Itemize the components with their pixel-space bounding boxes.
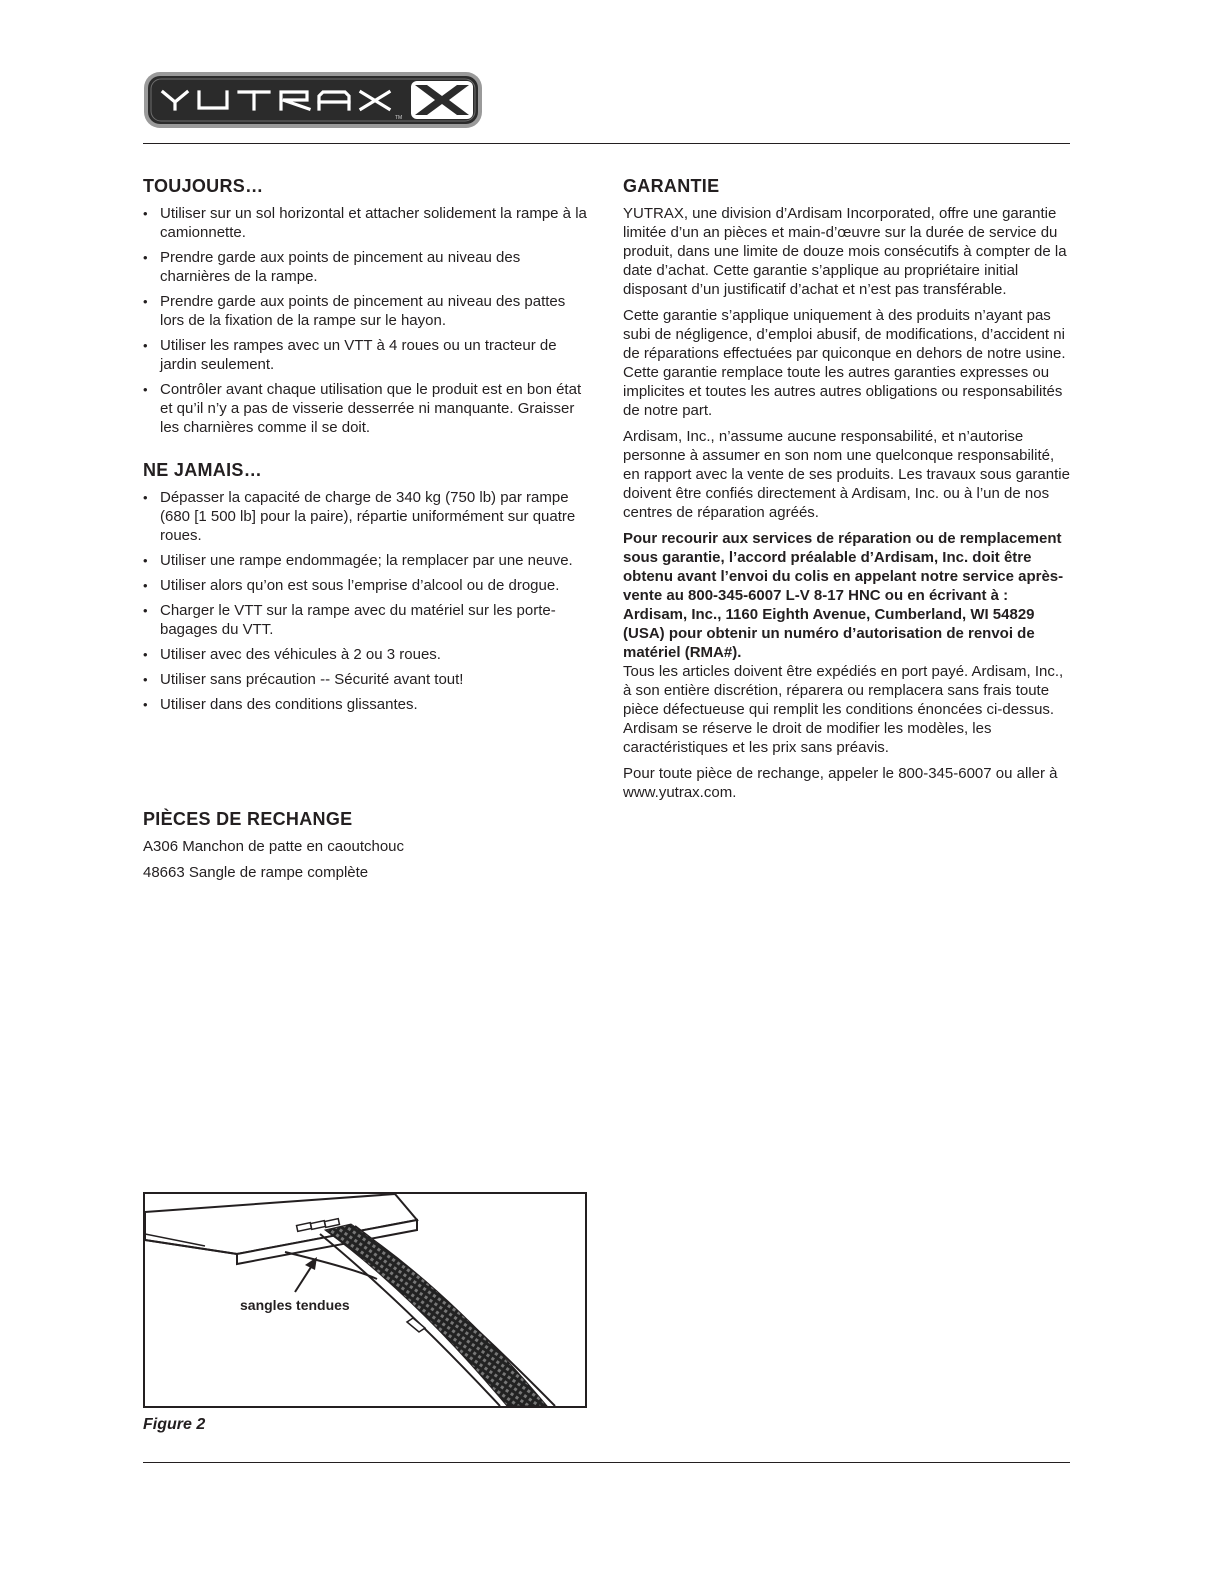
part-line: A306 Manchon de patte en caoutchouc [143,838,405,855]
ne-jamais-list [143,488,593,714]
svg-text:TM: TM [395,115,403,121]
svg-text:YUTRAX: YUTRAX [143,71,148,72]
garantie-heading: GARANTIE [623,176,720,196]
garantie-contact-bold: Pour recourir aux services de réparation ou de remplacement sous garantie, l’accord préalable d’Ardisam, Inc. doit être obtenu avant l’envoi du colis en appelant notre service après-vente au 800-345-6007 L-V 8-17 HNC ou en écrivant à : Ardisam, Inc., 1160 Eighth Avenue, Cumberland, WI 54829 (USA) pour obtenir un numéro d’autorisation de renvoi de matériel (RMA#). [623,530,1064,661]
list-item: • Utiliser une rampe endommagée; la remplacer par une neuve. [143,551,593,570]
list-item: • Utiliser sur un sol horizontal et attacher solidement la rampe à la camionnette. [143,204,593,242]
list-item: • Utiliser alors qu’on est sous l’emprise d’alcool ou de drogue. [143,576,593,595]
list-item: • Contrôler avant chaque utilisation que le produit est en bon état et qu’il n’y a pas de visserie desserrée ni manquante. Graisser les charnières comme il se doit. [143,380,593,437]
right-column [623,174,1070,809]
footer-rule [143,1462,1070,1463]
list-item: • Dépasser la capacité de charge de 340 kg (750 lb) par rampe (680 [1 500 lb] pour la paire), répartie uniformément sur quatre roues. [143,488,593,545]
pieces-heading: PIÈCES DE RECHANGE [143,809,353,829]
yutrax-logo [143,71,483,129]
part-line: 48663 Sangle de rampe complète [143,864,369,881]
toujours-heading: TOUJOURS… [143,176,264,196]
list-item: • Utiliser sans précaution -- Sécurité avant tout! [143,670,593,689]
figure-2-illustration [143,1192,587,1408]
figure-caption: Figure 2 [143,1416,206,1433]
list-item: • Utiliser dans des conditions glissantes. [143,695,593,714]
left-column [143,174,593,720]
garantie-paragraph: Cette garantie s’applique uniquement à des produits n’ayant pas subi de négligence, d’emploi abusif, de modifications, d’accident ni de réparations effectuées par quiconque en dehors de notre usine. Cette garantie remplace toute les autres garanties expresses ou implicites et toutes les autres autres obligations ou responsabilités de notre part. [623,307,1066,419]
garantie-paragraph: YUTRAX, une division d’Ardisam Incorporated, offre une garantie limitée d’un an pièces et main-d’œuvre sur la durée de service du produit, dans une limite de douze mois consécutifs à compter de la date d’achat. Cette garantie s’applique au propriétaire initial disposant d’un justificatif d’achat et n’est pas transférable. [623,205,1067,298]
list-item: • Prendre garde aux points de pincement au niveau des charnières de la rampe. [143,248,593,286]
list-item: • Charger le VTT sur la rampe avec du matériel sur les porte-bagages du VTT. [143,601,593,639]
header-rule [143,143,1070,144]
list-item: • Prendre garde aux points de pincement au niveau des pattes lors de la fixation de la rampe sur le hayon. [143,292,593,330]
figure-label: sangles tendues [240,1297,350,1313]
list-item: • Utiliser les rampes avec un VTT à 4 roues ou un tracteur de jardin seulement. [143,336,593,374]
garantie-paragraph: Tous les articles doivent être expédiés en port payé. Ardisam, Inc., à son entière discrétion, réparera ou remplacera sans frais toute pièce défectueuse qui remplit les conditions énoncées ci-dessus. Ardisam se réserve le droit de modifier les modèles, les caractéristiques et les prix sans préavis. [623,663,1064,756]
garantie-paragraph: Ardisam, Inc., n’assume aucune responsabilité, et n’autorise personne à assumer en son nom une quelconque responsabilité, en rapport avec la vente de ses produits. Les travaux sous garantie doivent être confiés directement à Ardisam, Inc. ou à l’un de nos centres de réparation agréés. [623,428,1070,521]
replacement-parts [143,807,593,889]
toujours-list [143,204,593,437]
ne-jamais-heading: NE JAMAIS… [143,460,263,480]
list-item: • Utiliser avec des véhicules à 2 ou 3 roues. [143,645,593,664]
garantie-paragraph: Pour toute pièce de rechange, appeler le 800-345-6007 ou aller à www.yutrax.com. [623,765,1058,801]
